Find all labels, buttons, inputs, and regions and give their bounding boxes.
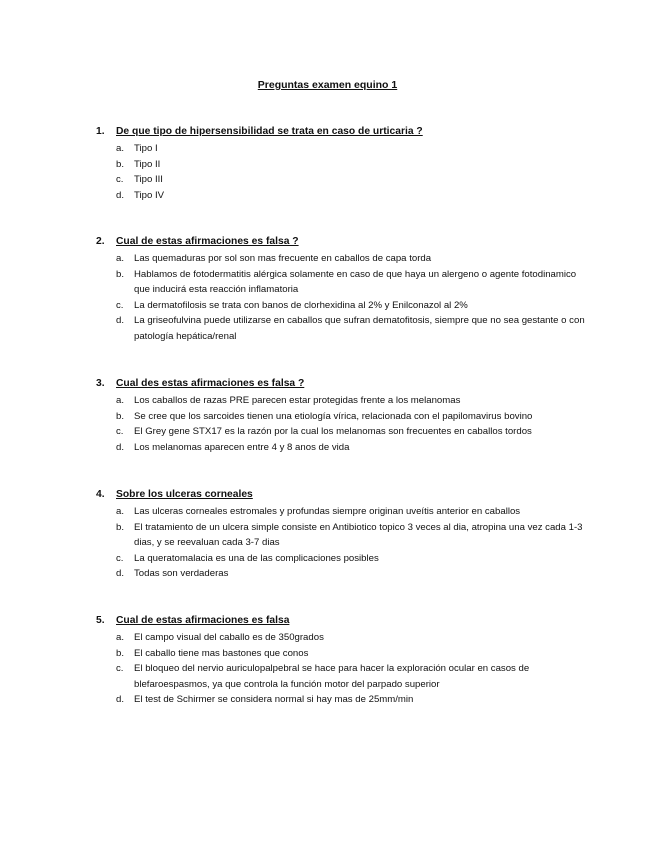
option-b [96, 409, 586, 425]
option-c [96, 298, 586, 314]
question-4-heading [96, 488, 586, 502]
option-letter: d. [116, 568, 125, 580]
option-letter: d. [116, 441, 125, 453]
question-text: Cual des estas afirmaciones es falsa ? [116, 378, 305, 389]
question-3 [96, 377, 586, 455]
question-text: De que tipo de hipersensibilidad se trata en caso de urticaria ? [116, 126, 423, 137]
option-text: El campo visual del caballo es de 350grados [134, 632, 324, 643]
question-number: 3. [96, 378, 105, 389]
option-letter: c. [116, 663, 124, 675]
option-letter: a. [116, 395, 125, 406]
question-1-options [96, 141, 586, 203]
question-5 [96, 614, 586, 708]
question-number: 5. [96, 615, 105, 626]
option-text: Tipo III [134, 174, 163, 186]
option-letter: b. [116, 521, 125, 533]
question-5-options [96, 630, 586, 708]
question-4 [96, 488, 586, 582]
option-c [96, 551, 586, 567]
option-text: Las quemaduras por sol son mas frecuente en caballos de capa torda [134, 253, 432, 264]
option-a [96, 504, 586, 520]
option-text: El Grey gene STX17 es la razón por la cual los melanomas son frecuentes en caballos tordos [134, 426, 532, 438]
question-text: Cual de estas afirmaciones es falsa [116, 615, 290, 626]
option-letter: c. [116, 552, 124, 564]
question-1 [96, 125, 586, 203]
option-letter: a. [116, 253, 125, 264]
option-letter: d. [116, 315, 125, 327]
question-number: 2. [96, 236, 105, 247]
question-number: 4. [96, 489, 105, 500]
option-text: Los caballos de razas PRE parecen estar protegidas frente a los melanomas [134, 395, 461, 406]
option-b [96, 157, 586, 173]
option-d [96, 440, 586, 456]
option-letter: d. [116, 694, 125, 706]
option-c [96, 172, 586, 188]
option-c [96, 424, 586, 440]
question-3-options [96, 393, 586, 455]
document-title: Preguntas examen equino 1 [257, 79, 398, 91]
option-text: Todas son verdaderas [134, 568, 229, 580]
option-d [96, 566, 586, 582]
option-a [96, 251, 586, 267]
question-text: Sobre los ulceras corneales [116, 489, 253, 500]
option-d [96, 188, 586, 204]
option-a [96, 141, 586, 157]
option-letter: a. [116, 632, 125, 643]
option-text: El test de Schirmer se considera normal si hay mas de 25mm/min [134, 694, 414, 706]
option-letter: c. [116, 174, 124, 186]
option-b [96, 646, 586, 662]
option-letter: a. [116, 143, 125, 154]
option-letter: b. [116, 647, 125, 659]
option-text: El tratamiento de un ulcera simple consiste en Antibiotico topico 3 veces al dia, atropina una vez cada 1-3 dias, y se reevaluan cada 3-7 dias [134, 521, 583, 549]
option-d [96, 313, 586, 344]
option-letter: b. [116, 158, 125, 170]
question-text: Cual de estas afirmaciones es falsa ? [116, 236, 299, 247]
option-letter: d. [116, 189, 125, 201]
option-d [96, 692, 586, 708]
option-text: Hablamos de fotodermatitis alérgica solamente en caso de que haya un alergeno o agente fotodinamico que inducirá esta reacción inflamatoria [134, 268, 577, 296]
option-letter: a. [116, 506, 125, 517]
option-letter: b. [116, 268, 125, 280]
option-letter: c. [116, 299, 124, 311]
question-5-heading [96, 614, 586, 628]
option-text: La dermatofilosis se trata con banos de clorhexidina al 2% y Enilconazol al 2% [134, 299, 468, 311]
option-text: El caballo tiene mas bastones que conos [134, 647, 309, 659]
question-3-heading [96, 377, 586, 391]
option-a [96, 630, 586, 646]
option-text: La queratomalacia es una de las complicaciones posibles [134, 552, 379, 564]
question-4-options [96, 504, 586, 582]
option-letter: b. [116, 410, 125, 422]
option-text: Se cree que los sarcoides tienen una etiología vírica, relacionada con el papilomavirus bovino [134, 410, 533, 422]
option-text: Tipo II [134, 158, 161, 170]
option-c [96, 661, 586, 692]
question-1-heading [96, 125, 586, 139]
option-text: La griseofulvina puede utilizarse en caballos que sufran dematofitosis, siempre que no sea gestante o con patología hepática/renal [134, 315, 585, 342]
option-letter: c. [116, 426, 124, 438]
option-b [96, 520, 586, 551]
option-b [96, 267, 586, 298]
option-text: Las ulceras corneales estromales y profundas siempre originan uveítis anterior en caballos [134, 506, 521, 517]
question-2 [96, 235, 586, 345]
option-text: Tipo I [134, 143, 158, 154]
option-text: El bloqueo del nervio auriculopalpebral se hace para hacer la exploración ocular en casos de blefaroespasmos, ya que controla la función motor del parpado superior [134, 663, 530, 690]
option-a [96, 393, 586, 409]
question-2-options [96, 251, 586, 345]
option-text: Tipo IV [134, 189, 165, 201]
option-text: Los melanomas aparecen entre 4 y 8 anos de vida [134, 441, 350, 453]
question-number: 1. [96, 126, 105, 137]
question-2-heading [96, 235, 586, 249]
